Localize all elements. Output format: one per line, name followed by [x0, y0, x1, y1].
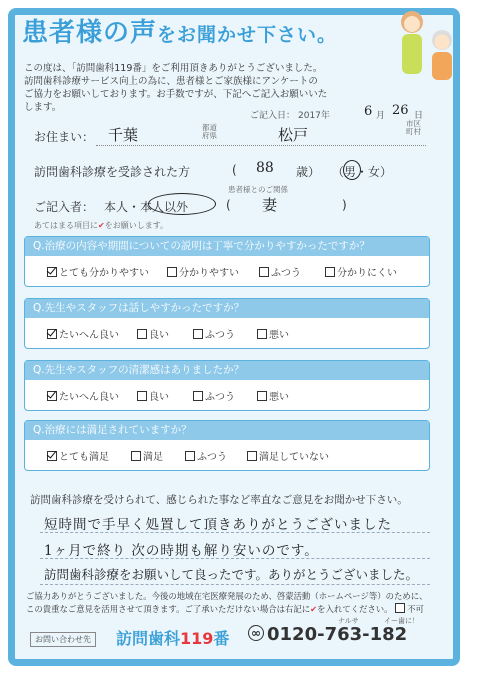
phone-kana-1: ナルサ	[338, 617, 359, 625]
q1-option-3[interactable]: ふつう	[259, 264, 301, 279]
checkbox-icon[interactable]	[247, 451, 257, 461]
check-hint: あてはまる項目に✔をお願いします。	[34, 221, 169, 230]
question-3-text: Q.先生やスタッフの清潔感はありましたか？	[25, 361, 429, 380]
address-label: お住まい：	[34, 130, 95, 144]
checkbox-icon[interactable]	[259, 267, 269, 277]
address-underline	[96, 145, 426, 146]
checkbox-icon[interactable]	[137, 329, 147, 339]
relation-note: 患者様とのご関係	[228, 185, 288, 194]
entry-day: 26	[392, 103, 409, 118]
patient-age: 88	[256, 160, 274, 176]
q4-option-3[interactable]: ふつう	[185, 448, 227, 463]
checkbox-icon[interactable]	[257, 329, 267, 339]
q3-option-1[interactable]: たいへん良い	[47, 388, 119, 403]
q3-option-4[interactable]: 悪い	[257, 388, 289, 403]
entry-month: 6	[364, 104, 373, 119]
writer-options: 本人・本人以外	[104, 200, 189, 214]
consent-notice: ご協力ありがとうございました。今後の地域在宅医療発展のため、啓蒙活動（ホームページ等）のために、 この貴重なご意見を活用させて頂きます。ご了承いただけない場合は右記に✔を入れてください。 不可	[26, 591, 428, 614]
checkbox-icon[interactable]	[131, 451, 141, 461]
month-unit: 月	[376, 111, 386, 121]
checkbox-checked-icon[interactable]	[47, 329, 57, 339]
entry-year: 2017年	[298, 111, 330, 121]
q3-option-3[interactable]: ふつう	[193, 388, 235, 403]
q3-option-2[interactable]: 良い	[137, 388, 169, 403]
sex-circle-mark	[343, 160, 361, 180]
phone-number[interactable]: ∞ 0120-763-182	[248, 624, 407, 645]
checkbox-checked-icon[interactable]	[47, 267, 57, 277]
checkbox-icon[interactable]	[193, 391, 203, 401]
refuse-label: 不可	[407, 604, 424, 614]
comment-line-3: 訪問歯科診療をお願いして良ったです。ありがとうございました。	[44, 567, 419, 582]
q2-option-1[interactable]: たいへん良い	[47, 326, 119, 341]
relation-close-paren: )	[342, 198, 347, 212]
comments-title: 訪問歯科診療を受けられて、感じられた事など率直なご意見をお聞かせ下さい。	[30, 494, 408, 506]
sex-options: （男・女）	[332, 165, 393, 179]
checkbox-icon[interactable]	[257, 391, 267, 401]
age-open-paren: (	[232, 163, 237, 177]
q4-option-1[interactable]: とても満足	[47, 448, 109, 463]
question-2	[24, 298, 430, 349]
question-2-text: Q.先生やスタッフは話しやすかったですか？	[25, 299, 429, 318]
contact-label: お問い合わせ先	[30, 632, 96, 647]
checkbox-checked-icon[interactable]	[47, 391, 57, 401]
age-unit: 歳）	[296, 165, 321, 179]
question-4	[24, 420, 430, 471]
question-1-text: Q.治療の内容や期間についての説明は丁寧で分かりやすかったですか？	[25, 237, 429, 256]
q4-option-4[interactable]: 満足していない	[247, 448, 329, 463]
freedial-icon: ∞	[248, 625, 264, 641]
staff-and-patient-illustration	[390, 6, 462, 86]
check-icon: ✔	[310, 604, 318, 614]
q4-option-2[interactable]: 満足	[131, 448, 163, 463]
day-unit: 日	[414, 111, 424, 121]
company-logo: 訪問歯科119番	[116, 629, 230, 648]
intro-text: この度は、「訪問歯科119番」をご利用頂きありがとうございました。 訪問歯科診療サービス向上の為に、患者様とご家族様にアンケートの ご協力をお願いしております。お手数ですが、下記へご記入お願いいたします。	[24, 63, 328, 113]
q1-option-4[interactable]: 分かりにくい	[325, 264, 397, 279]
q2-option-2[interactable]: 良い	[137, 326, 169, 341]
patient-row-label: 訪問歯科診療を受診された方	[34, 165, 191, 179]
writer-circle-mark	[148, 193, 216, 215]
prefecture-units: 都道府県	[202, 123, 217, 140]
checkbox-icon[interactable]	[325, 267, 335, 277]
q1-option-2[interactable]: 分かりやすい	[167, 264, 239, 279]
page-title: 患者様の声をお聞かせ下さい。	[22, 18, 338, 48]
address-city: 松戸	[278, 126, 309, 144]
checkbox-checked-icon[interactable]	[47, 451, 57, 461]
q2-option-4[interactable]: 悪い	[257, 326, 289, 341]
q2-option-3[interactable]: ふつう	[193, 326, 235, 341]
comment-line-2: 1ヶ月で終り 次の時期も解り安いのです。	[44, 543, 319, 559]
writer-relation: 妻	[262, 196, 278, 214]
check-icon: ✔	[98, 221, 105, 230]
checkbox-icon[interactable]	[193, 329, 203, 339]
writer-label: ご記入者：	[34, 200, 95, 214]
address-prefecture: 千葉	[108, 126, 139, 144]
entry-date-label: ご記入日：	[250, 111, 296, 121]
phone-kana-2: イー歯に！	[384, 617, 419, 625]
q1-option-1[interactable]: とても分かりやすい	[47, 264, 149, 279]
checkbox-icon[interactable]	[137, 391, 147, 401]
comment-line-rule	[40, 584, 430, 585]
checkbox-icon[interactable]	[167, 267, 177, 277]
city-units: 市区町村	[406, 119, 421, 136]
question-3	[24, 360, 430, 411]
comment-line-1: 短時間で手早く処置して頂きありがとうございました	[44, 517, 392, 533]
checkbox-icon[interactable]	[185, 451, 195, 461]
question-1	[24, 236, 430, 287]
relation-open-paren: (	[226, 198, 231, 212]
refuse-checkbox[interactable]	[395, 603, 405, 613]
question-4-text: Q.治療には満足されていますか？	[25, 421, 429, 440]
